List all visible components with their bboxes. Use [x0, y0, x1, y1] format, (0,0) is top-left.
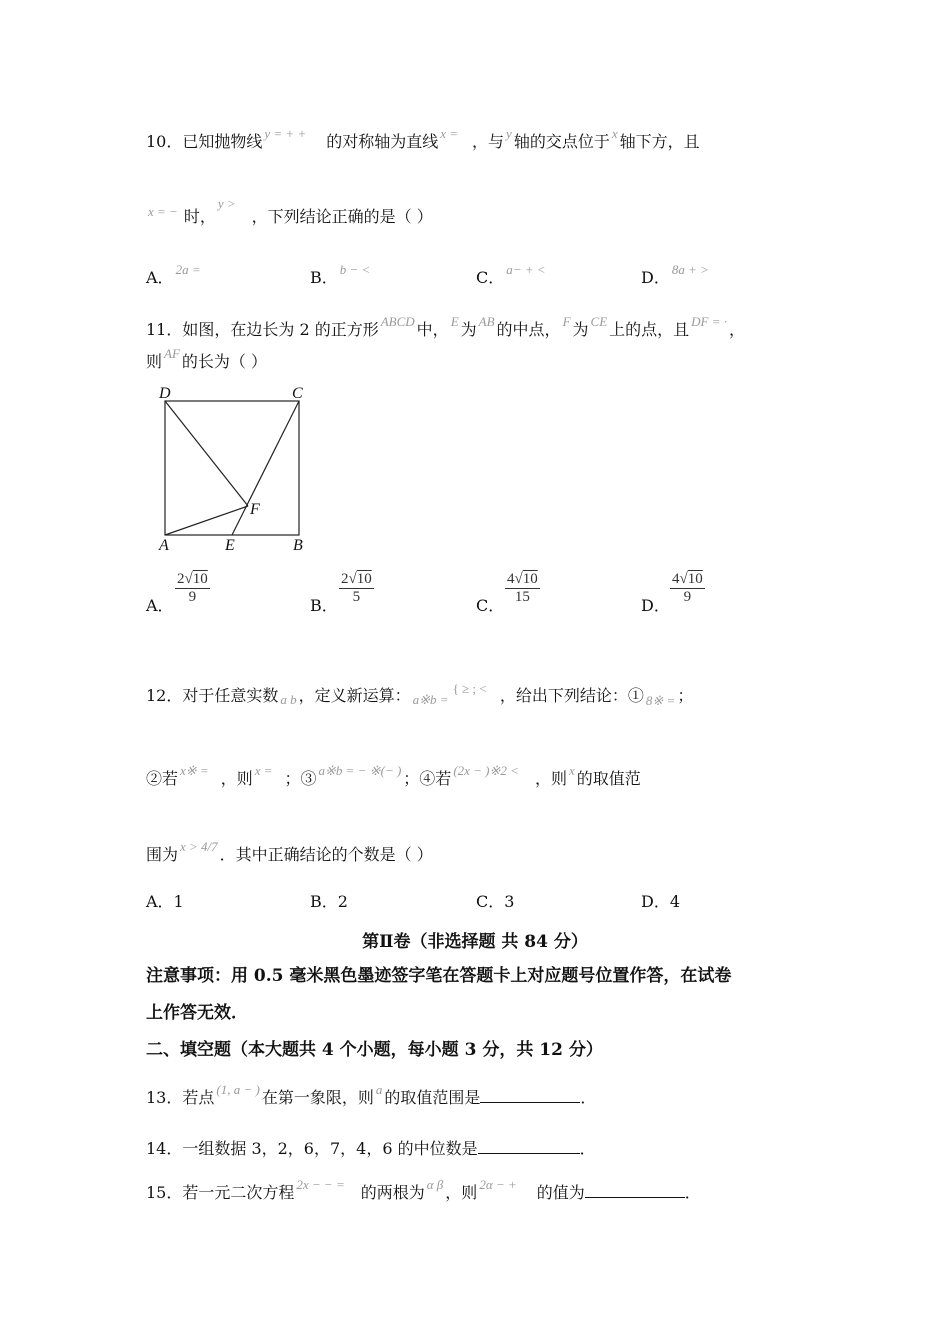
- q14-line: 14．一组数据 3，2，6，7，4，6 的中位数是 ．: [146, 1139, 596, 1158]
- q10-option-d: D． $^{8a + >}$: [641, 262, 709, 287]
- math-expression: y: [506, 126, 512, 141]
- q10-text: 轴下方，且: [619, 132, 700, 151]
- q10-text: 时，: [183, 207, 216, 226]
- q11-option-c: C．: [476, 596, 505, 615]
- q10-line-1: [146, 126, 700, 153]
- math-expression: x =: [440, 126, 459, 141]
- q11-option-c-fraction: 4√10 15: [507, 571, 538, 605]
- answer-blank[interactable]: [585, 1181, 685, 1198]
- label-e: E: [225, 537, 235, 554]
- math-expression: x = −: [148, 204, 178, 219]
- label-d: D: [159, 385, 171, 402]
- q12-option-b: B．2: [310, 892, 348, 911]
- q10-text: 的对称轴为直线: [326, 132, 439, 151]
- q10-text: ，下列结论正确的是（ ）: [251, 207, 433, 226]
- answer-blank[interactable]: [478, 1137, 580, 1154]
- q15-line: 15．若一元二次方程 $^{2x - - =}$ 的两根为 $^{\alpha \beta}$ ，则 $^{2\alpha - +}$ 的值为 ．: [146, 1177, 701, 1202]
- square-abcd: [165, 401, 299, 535]
- q12-option-d: D．4: [641, 892, 681, 911]
- q11-option-d: D．: [641, 596, 670, 615]
- math-expression: y = + +: [264, 126, 307, 141]
- q12-option-c: C．3: [476, 892, 515, 911]
- q11-option-b: B．: [310, 596, 338, 615]
- notice-line-2: 上作答无效．: [146, 1003, 248, 1023]
- q10-text: 10．已知抛物线: [146, 132, 263, 151]
- q10-option-c: C． $^{a- + <}$: [476, 262, 546, 287]
- q12-line-2: ②若 $^{x※ =}$ ，则 $^{x =}$ ；③ $^{a※b = - ※(- )}$ ；④若 $^{(2x - )※2 <}$ ，则 $^x$ 的取值范: [146, 763, 641, 788]
- notice-line-1: 注意事项：用 0.5 毫米黑色墨迹签字笔在答题卡上对应题号位置作答，在试卷: [146, 966, 732, 986]
- q11-option-a-fraction: 2√10 9: [177, 571, 208, 605]
- label-c: C: [292, 385, 303, 402]
- q11-option-d-fraction: 4√10 9: [672, 571, 703, 605]
- section-title: 第Ⅱ卷（非选择题 共 84 分）: [362, 932, 588, 952]
- label-b: B: [293, 537, 303, 554]
- math-expression: x: [611, 126, 618, 141]
- q11-option-a: A．: [146, 596, 174, 615]
- q12-line-3: 围为 $^{x > 4/7}$ ．其中正确结论的个数是（ ）: [146, 839, 433, 864]
- q11-line-1: 11．如图，在边长为 2 的正方形 $^{ABCD}$ 中， $^E$ 为 $^{AB}$ 的中点， $^F$ 为 $^{CE}$ 上的点，且 $^{DF = \cdot}$ ，: [146, 314, 746, 339]
- q10-text: 轴的交点位于: [513, 132, 610, 151]
- q13-line: 13．若点 $^{(1, a - )}$ 在第一象限，则 $^a$ 的取值范围是 ．: [146, 1082, 597, 1107]
- answer-blank[interactable]: [480, 1086, 580, 1103]
- segment-df: [165, 401, 248, 506]
- q10-text: ，与: [472, 132, 505, 151]
- q10-line-2: [146, 196, 433, 228]
- segment-ce: [232, 401, 299, 535]
- label-a: A: [159, 537, 169, 554]
- segment-af: [165, 506, 248, 535]
- q11-line-2: 则 $^{AF}$ 的长为（ ）: [146, 346, 267, 371]
- q10-option-a: A． $^{2a =}$: [146, 262, 201, 287]
- math-expression: y >: [217, 196, 236, 211]
- square-figure: [150, 382, 340, 557]
- q11-option-b-fraction: 2√10 5: [341, 571, 372, 605]
- q12-line-1: 12．对于任意实数 a b ，定义新运算： a※b ={ ≥ ; < ，给出下列结论：① $_{8※ =}$ ；: [146, 681, 694, 708]
- q12-option-a: A．1: [146, 892, 184, 911]
- label-f: F: [250, 501, 260, 518]
- fill-blank-heading: 二、填空题（本大题共 4 个小题，每小题 3 分，共 12 分）: [146, 1040, 603, 1060]
- q10-option-b: B． $^{b - <}$: [310, 262, 371, 287]
